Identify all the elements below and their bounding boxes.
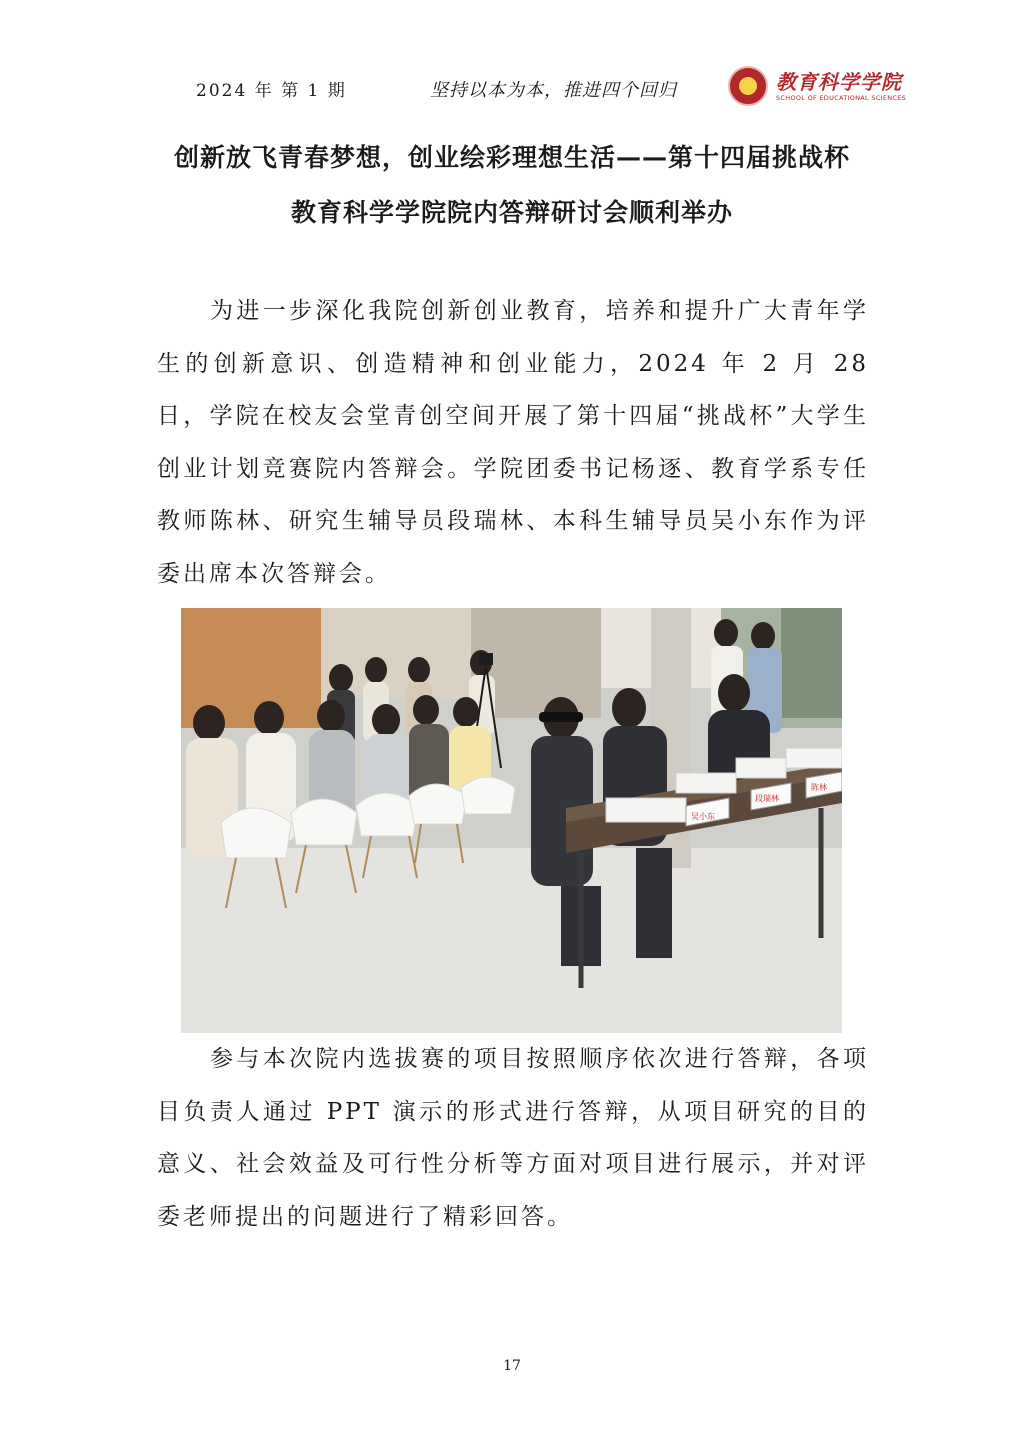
page-number: 17 bbox=[503, 1358, 521, 1374]
logo-text: 教育科学学院 bbox=[776, 70, 902, 94]
motto-text: 坚持以本为本，推进四个回归 bbox=[430, 80, 677, 101]
name-plate-1: 吴小东 bbox=[691, 812, 715, 821]
article-title-line-2: 教育科学学院院内答辩研讨会顺利举办 bbox=[290, 198, 733, 227]
article-title-line-1: 创新放飞青春梦想，创业绘彩理想生活——第十四届挑战杯 bbox=[173, 143, 850, 172]
school-seal-icon bbox=[728, 66, 768, 106]
event-photo bbox=[181, 608, 842, 1033]
issue-label: 2024 年 第 1 期 bbox=[196, 81, 347, 101]
logo-subtext: SCHOOL OF EDUCATIONAL SCIENCES bbox=[776, 94, 907, 102]
name-plate-3: 陈林 bbox=[811, 783, 827, 792]
paragraph-intro: 为进一步深化我院创新创业教育，培养和提升广大青年学生的创新意识、创造精神和创业能力，2024 年 2 月 28 日，学院在校友会堂青创空间开展了第十四届“挑战杯”大学生创业计划竞赛院内答辩会。学院团委书记杨逐、教育学系专任教师陈林、研究生辅导员段瑞林、本科生辅导员吴小东作为评委出席本次答辩会。 bbox=[157, 298, 869, 587]
name-plate-2: 段瑞林 bbox=[755, 794, 779, 803]
school-logo bbox=[728, 66, 908, 110]
page-header bbox=[0, 70, 1024, 110]
paragraph-defense: 参与本次院内选拔赛的项目按照顺序依次进行答辩，各项目负责人通过 PPT 演示的形式进行答辩，从项目研究的目的意义、社会效益及可行性分析等方面对项目进行展示，并对评委老师提出的问题进行了精彩回答。 bbox=[157, 1046, 869, 1230]
